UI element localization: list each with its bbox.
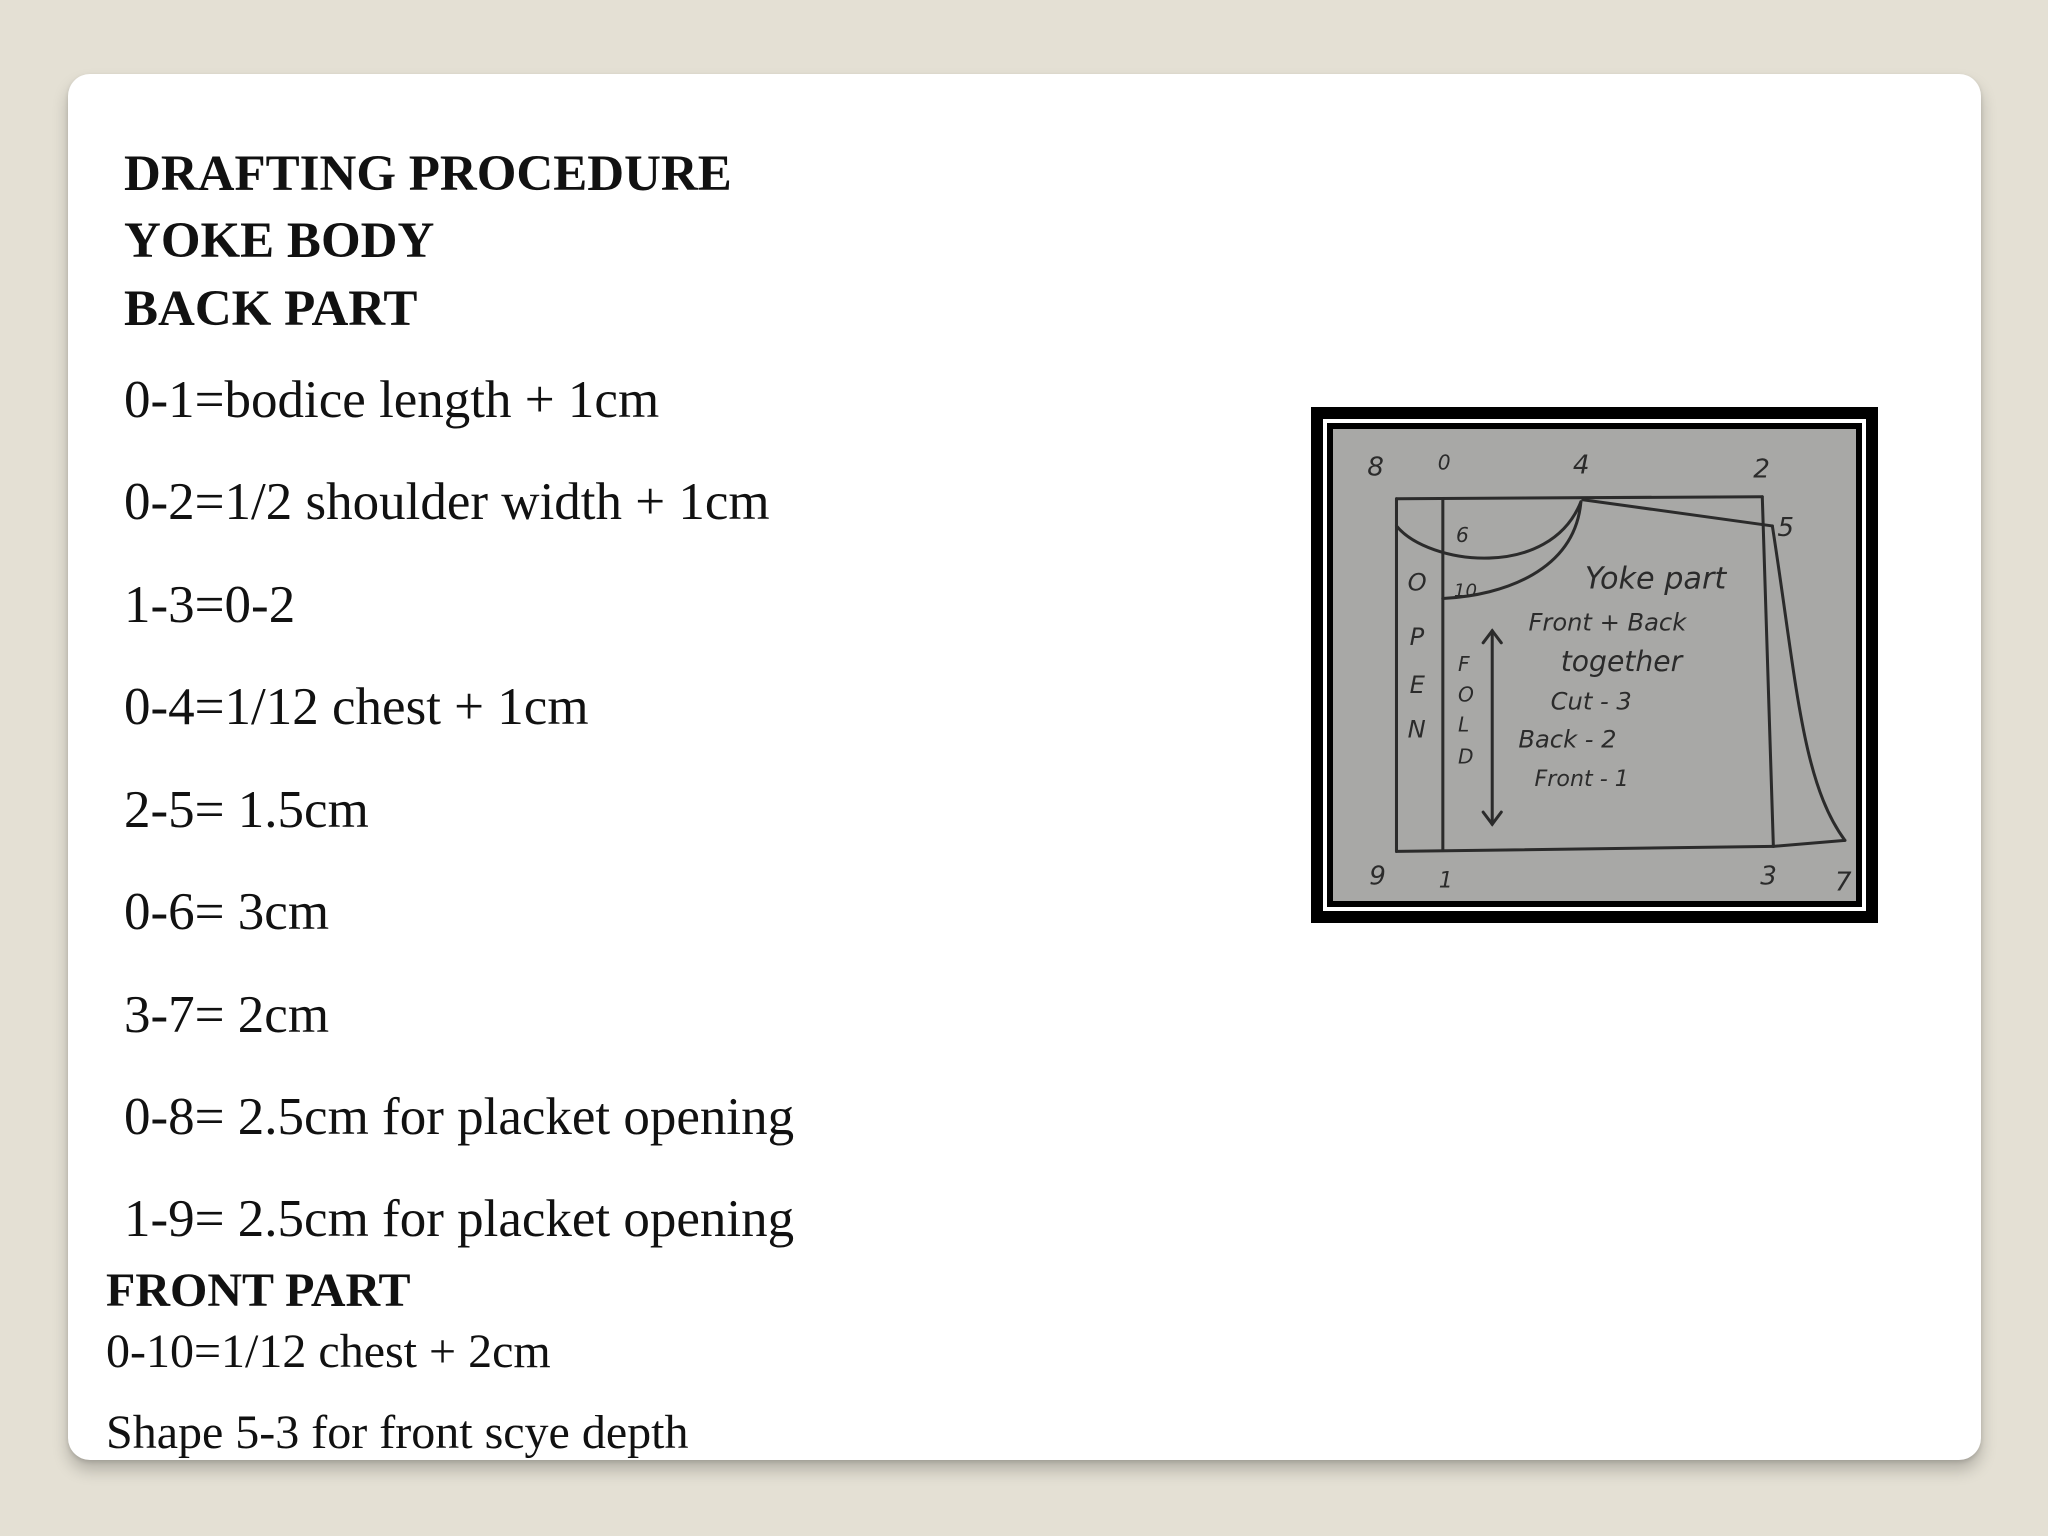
back-step: 0-4=1/12 chest + 1cm	[124, 678, 589, 736]
sketch-note: Front - 1	[1534, 765, 1629, 792]
open-letter: P	[1409, 622, 1425, 651]
fold-letter: D	[1457, 744, 1474, 769]
back-step: 3-7= 2cm	[124, 986, 330, 1044]
sketch-label: 7	[1834, 867, 1852, 898]
front-part-heading: FRONT PART	[106, 1264, 411, 1317]
open-letter: O	[1407, 568, 1427, 597]
back-step: 2-5= 1.5cm	[124, 781, 369, 839]
sketch-label: 0	[1437, 450, 1451, 475]
back-step: 0-8= 2.5cm for placket opening	[124, 1088, 795, 1146]
sketch-label: 9	[1369, 861, 1386, 892]
photo-paper	[1333, 429, 1856, 901]
title-drafting-procedure: DRAFTING PROCEDURE	[124, 146, 732, 202]
yoke-pattern-sketch	[1333, 429, 1856, 901]
back-step: 1-3=0-2	[124, 576, 296, 634]
sketch-label: 4	[1572, 450, 1590, 481]
back-step: 1-9= 2.5cm for placket opening	[124, 1190, 795, 1248]
photo-border	[1323, 419, 1866, 911]
sketch-note: Front + Back	[1528, 608, 1687, 637]
sketch-note: Cut - 3	[1550, 687, 1632, 716]
back-step: 0-2=1/2 shoulder width + 1cm	[124, 473, 770, 531]
sketch-label: 2	[1753, 454, 1770, 485]
title-yoke-body: YOKE BODY	[124, 213, 435, 269]
sketch-note: together	[1560, 645, 1683, 679]
front-step: Shape 5-3 for front scye depth	[106, 1406, 689, 1459]
open-letter: N	[1407, 715, 1426, 744]
back-step: 0-6= 3cm	[124, 883, 330, 941]
front-step: 0-10=1/12 chest + 2cm	[106, 1325, 551, 1378]
sketch-note: Yoke part	[1584, 561, 1727, 597]
sketch-label: 3	[1760, 861, 1777, 892]
sketch-label: 6	[1455, 523, 1469, 548]
sketch-label: 8	[1367, 452, 1384, 483]
pattern-sketch-photo	[1311, 407, 1878, 923]
fold-letter: O	[1457, 682, 1474, 707]
back-step: 0-1=bodice length + 1cm	[124, 371, 660, 429]
title-back-part: BACK PART	[124, 281, 418, 337]
open-letter: E	[1409, 671, 1425, 700]
sketch-note: Back - 2	[1518, 725, 1617, 754]
sketch-label: 10	[1453, 580, 1478, 602]
fold-letter: F	[1457, 652, 1470, 677]
sketch-label: 5	[1777, 513, 1795, 544]
sketch-label: 1	[1438, 867, 1453, 894]
fold-letter: L	[1457, 712, 1470, 737]
